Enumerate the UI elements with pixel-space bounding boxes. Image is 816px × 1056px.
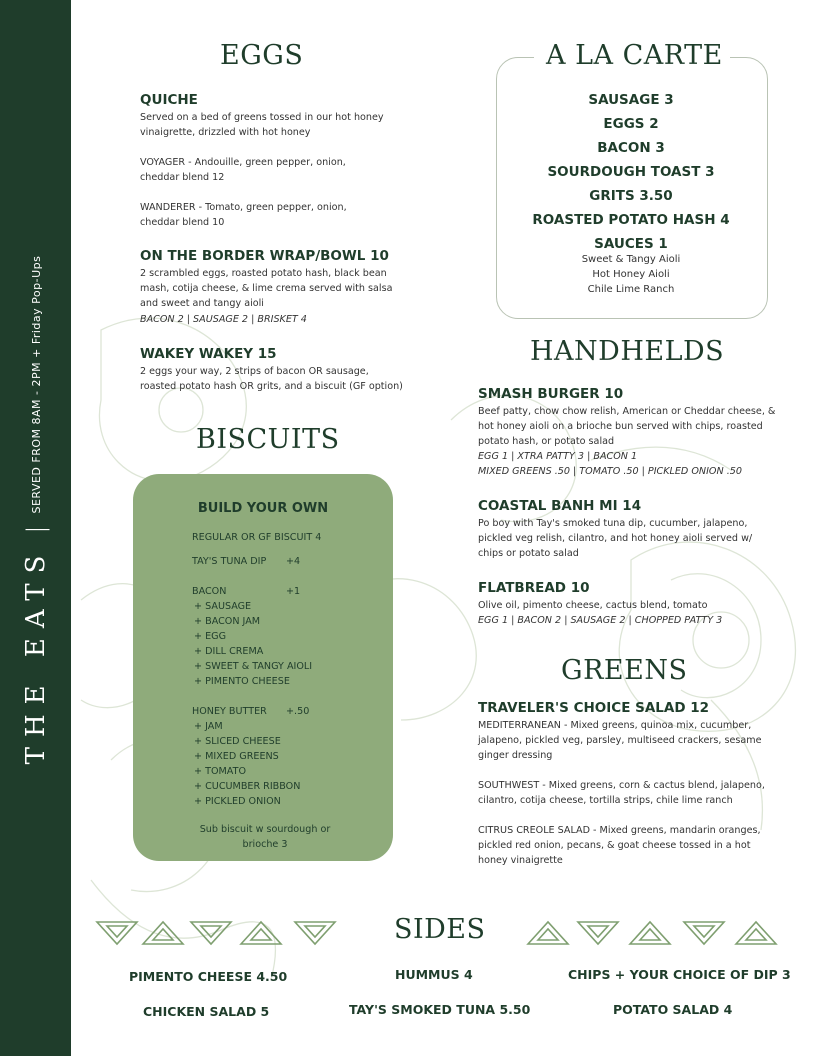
plus-icon: +: [194, 661, 203, 672]
plus-icon: +: [194, 601, 203, 612]
salad-southwest: SOUTHWEST - Mixed greens, corn & cactus blend, jalapeno, cilantro, cotija cheese, tortilla strips, chile lime ranch: [478, 780, 765, 806]
bacon-option: + DILL CREMA: [194, 646, 264, 657]
side-item: CHICKEN SALAD 5: [143, 1004, 270, 1019]
salad-title: TRAVELER'S CHOICE SALAD 12: [478, 700, 710, 716]
sidebar-title: THE EATS: [21, 545, 51, 765]
wakey-wakey-description: 2 eggs your way, 2 strips of bacon OR sausage, roasted potato hash OR grits, and a biscuit (GF option): [140, 366, 403, 392]
biscuit-sub-note: Sub biscuit w sourdough or brioche 3: [199, 824, 331, 850]
bacon-option: + PIMENTO CHEESE: [194, 676, 290, 687]
a-la-carte-heading: A LA CARTE: [546, 40, 723, 71]
bacon-option: + EGG: [194, 631, 227, 642]
quiche-description: Served on a bed of greens tossed in our hot honey vinaigrette, drizzled with hot honey: [140, 112, 384, 138]
honey-option: + PICKLED ONION: [194, 796, 281, 807]
flatbread-description: Olive oil, pimento cheese, cactus blend, tomato: [478, 600, 708, 611]
biscuit-tuna-label: TAY'S TUNA DIP: [192, 556, 267, 567]
banh-mi-title: COASTAL BANH MI 14: [478, 498, 642, 514]
a-la-carte-item: SAUCES 1: [594, 236, 668, 252]
border-wrap-addons: BACON 2 | SAUSAGE 2 | BRISKET 4: [140, 314, 307, 325]
honey-option: + JAM: [194, 721, 223, 732]
sauce-option: Hot Honey Aioli: [592, 269, 670, 280]
bacon-option: + SAUSAGE: [194, 601, 252, 612]
wakey-wakey-title: WAKEY WAKEY 15: [140, 346, 277, 362]
honey-option: + CUCUMBER RIBBON: [194, 781, 301, 792]
plus-icon: +: [194, 796, 203, 807]
biscuit-honey-label: HONEY BUTTER: [192, 706, 267, 717]
smash-burger-title: SMASH BURGER 10: [478, 386, 624, 402]
quiche-voyager: VOYAGER - Andouille, green pepper, onion, cheddar blend 12: [140, 157, 346, 183]
flatbread-title: FLATBREAD 10: [478, 580, 590, 596]
a-la-carte-item: BACON 3: [597, 140, 665, 156]
sidebar-label: [21, 256, 51, 765]
a-la-carte-item: SOURDOUGH TOAST 3: [547, 164, 715, 180]
biscuit-honey-price: +.50: [286, 706, 310, 717]
eggs-heading: EGGS: [220, 40, 304, 71]
biscuit-bacon-label: BACON: [192, 586, 227, 597]
side-item: POTATO SALAD 4: [613, 1002, 733, 1017]
banh-mi-description: Po boy with Tay's smoked tuna dip, cucumber, jalapeno, pickled veg relish, cilantro, and hot honey aioli served w/ chips or potato salad: [478, 518, 753, 559]
plus-icon: +: [194, 631, 203, 642]
plus-icon: +: [194, 646, 203, 657]
sauce-option: Sweet & Tangy Aioli: [581, 254, 681, 265]
smash-burger-description: Beef patty, chow chow relish, American or Cheddar cheese, & hot honey aioli on a brioche bun served with chips, roasted potato hash, or potato salad: [478, 406, 776, 447]
side-item: PIMENTO CHEESE 4.50: [129, 969, 288, 984]
sauce-option: Chile Lime Ranch: [587, 284, 675, 295]
honey-option: + MIXED GREENS: [194, 751, 279, 762]
plus-icon: +: [194, 751, 203, 762]
smash-burger-addons: EGG 1 | XTRA PATTY 3 | BACON 1 MIXED GREENS .50 | TOMATO .50 | PICKLED ONION .50: [478, 451, 742, 477]
plus-icon: +: [194, 736, 203, 747]
border-wrap-description: 2 scrambled eggs, roasted potato hash, black bean mash, cotija cheese, & lime crema served with salsa and sweet and tangy aioli: [140, 268, 393, 309]
sidebar-divider: |: [22, 525, 50, 534]
side-item: CHIPS + YOUR CHOICE OF DIP 3: [568, 967, 791, 982]
bacon-option: + SWEET & TANGY AIOLI: [194, 661, 313, 672]
biscuit-tuna-price: +4: [286, 556, 301, 567]
side-item: TAY'S SMOKED TUNA 5.50: [349, 1002, 531, 1017]
plus-icon: +: [194, 721, 203, 732]
plus-icon: +: [194, 781, 203, 792]
biscuit-bacon-price: +1: [286, 586, 301, 597]
greens-heading: GREENS: [561, 655, 688, 686]
plus-icon: +: [194, 616, 203, 627]
build-your-own-title: BUILD YOUR OWN: [197, 501, 329, 516]
honey-option: + SLICED CHEESE: [194, 736, 281, 747]
biscuits-heading: BISCUITS: [196, 424, 340, 455]
sides-heading: SIDES: [394, 914, 486, 945]
border-wrap-title: ON THE BORDER WRAP/BOWL 10: [140, 248, 389, 264]
handhelds-heading: HANDHELDS: [530, 336, 725, 367]
bacon-option: + BACON JAM: [194, 616, 261, 627]
quiche-title: QUICHE: [140, 92, 198, 108]
triangle-pattern-left: [95, 918, 341, 948]
salad-citrus-creole: CITRUS CREOLE SALAD - Mixed greens, mandarin oranges, pickled red onion, pecans, & goat cheese tossed in a hot honey vinaigrette: [478, 825, 761, 866]
quiche-wanderer: WANDERER - Tomato, green pepper, onion, cheddar blend 10: [140, 202, 347, 228]
salad-mediterranean: MEDITERRANEAN - Mixed greens, quinoa mix, cucumber, jalapeno, pickled veg, parsley, multiseed crackers, sesame ginger dressing: [478, 720, 762, 761]
plus-icon: +: [194, 766, 203, 777]
a-la-carte-item: ROASTED POTATO HASH 4: [532, 212, 730, 228]
a-la-carte-item: EGGS 2: [603, 116, 659, 132]
a-la-carte-item: SAUSAGE 3: [588, 92, 674, 108]
sidebar-subtitle: SERVED FROM 8AM - 2PM + Friday Pop-Ups: [29, 255, 43, 514]
triangle-pattern-right: [526, 918, 782, 948]
a-la-carte-item: GRITS 3.50: [589, 188, 673, 204]
side-item: HUMMUS 4: [395, 967, 473, 982]
plus-icon: +: [194, 676, 203, 687]
biscuit-base: REGULAR OR GF BISCUIT 4: [192, 532, 322, 543]
honey-option: + TOMATO: [194, 766, 247, 777]
flatbread-addons: EGG 1 | BACON 2 | SAUSAGE 2 | CHOPPED PATTY 3: [478, 615, 723, 626]
